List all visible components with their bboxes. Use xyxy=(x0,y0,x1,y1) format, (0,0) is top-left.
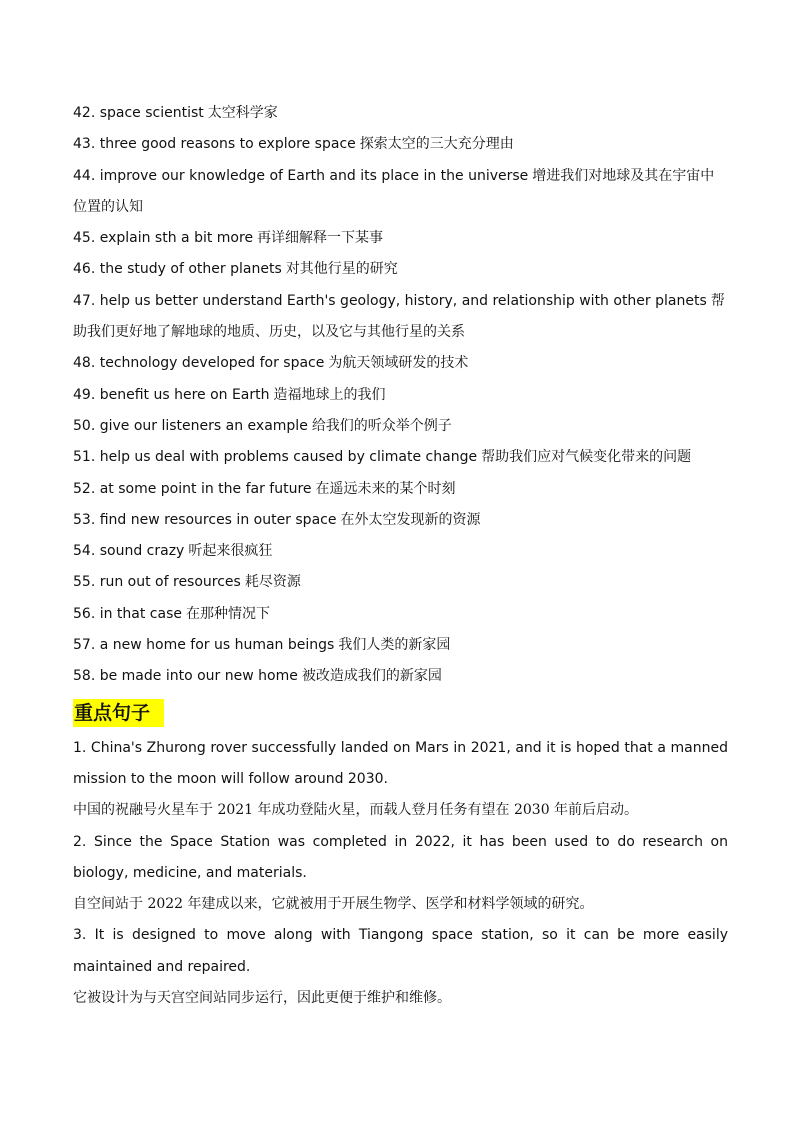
phrase-chinese: 被改造成我们的新家园 xyxy=(301,668,442,685)
phrase-item xyxy=(73,661,728,692)
phrase-english: 45. explain sth a bit more xyxy=(73,230,254,247)
phrase-english: 43. three good reasons to explore space xyxy=(73,136,356,153)
sentence-english: 1. China's Zhurong rover successfully landed on Mars in 2021, and it is hoped that a manned mission to the moon will follow around 2030. xyxy=(73,739,728,787)
phrase-item xyxy=(73,348,728,379)
phrase-english: 42. space scientist xyxy=(73,105,204,121)
sentence-chinese: 自空间站于 2022 年建成以来，它就被用于开展生物学、医学和材料学领域的研究。 xyxy=(73,896,594,913)
phrase-chinese: 再详细解释一下某事 xyxy=(257,230,384,247)
phrase-item xyxy=(73,630,728,661)
section-heading-key-sentences: 重点句子 xyxy=(73,699,164,727)
phrase-item xyxy=(73,129,728,160)
phrase-item xyxy=(73,536,728,567)
phrase-chinese: 给我们的听众举个例子 xyxy=(311,417,452,434)
phrase-item xyxy=(73,599,728,630)
phrase-english: 47. help us better understand Earth's geology, history, and relationship with other planets xyxy=(73,292,707,309)
phrase-item xyxy=(73,411,728,442)
sentence-chinese: 中国的祝融号火星车于 2021 年成功登陆火星，而载人登月任务有望在 2030 年前后启动。 xyxy=(73,802,639,819)
sentence-english: 3. It is designed to move along with Tiangong space station, so it can be more easily maintained and repaired. xyxy=(73,927,728,975)
phrase-chinese: 为航天领域研发的技术 xyxy=(328,355,469,372)
phrase-item xyxy=(73,567,728,598)
phrase-english: 58. be made into our new home xyxy=(73,668,298,685)
phrase-chinese: 造福地球上的我们 xyxy=(273,386,386,403)
phrase-item xyxy=(73,254,728,285)
phrase-item xyxy=(73,474,728,505)
phrase-english: 49. benefit us here on Earth xyxy=(73,386,270,403)
phrase-item xyxy=(73,161,728,224)
phrase-english: 51. help us deal with problems caused by climate change xyxy=(73,449,478,466)
phrase-chinese: 在外太空发现新的资源 xyxy=(340,511,481,528)
phrase-chinese: 帮助我们应对气候变化带来的问题 xyxy=(481,449,692,466)
phrase-item xyxy=(73,98,728,129)
phrase-chinese: 我们人类的新家园 xyxy=(338,637,451,654)
phrase-item xyxy=(73,380,728,411)
phrase-list xyxy=(73,98,728,693)
phrase-item xyxy=(73,442,728,473)
phrase-english: 44. improve our knowledge of Earth and its place in the universe xyxy=(73,167,529,184)
phrase-chinese: 在那种情况下 xyxy=(186,605,270,622)
document-page xyxy=(73,98,728,1014)
sentence-list xyxy=(73,733,728,1015)
phrase-chinese: 探索太空的三大充分理由 xyxy=(359,136,514,153)
phrase-chinese: 在遥远未来的某个时刻 xyxy=(315,480,456,497)
phrase-chinese: 增进我们对地球及其在宇宙中位置的认知 xyxy=(73,167,715,215)
phrase-english: 57. a new home for us human beings xyxy=(73,637,335,654)
sentence-chinese: 它被设计为与天宫空间站同步运行，因此更便于维护和维修。 xyxy=(73,990,451,1007)
sentence-english: 2. Since the Space Station was completed in 2022, it has been used to do research on biology, medicine, and materials. xyxy=(73,833,728,881)
phrase-english: 53. find new resources in outer space xyxy=(73,511,337,528)
phrase-chinese: 帮助我们更好地了解地球的地质、历史，以及它与其他行星的关系 xyxy=(73,292,725,341)
phrase-english: 46. the study of other planets xyxy=(73,261,282,278)
phrase-english: 54. sound crazy xyxy=(73,543,185,560)
phrase-english: 52. at some point in the far future xyxy=(73,480,312,497)
phrase-english: 50. give our listeners an example xyxy=(73,417,308,434)
phrase-item xyxy=(73,223,728,254)
phrase-chinese: 太空科学家 xyxy=(207,105,278,121)
phrase-english: 55. run out of resources xyxy=(73,574,241,591)
phrase-english: 56. in that case xyxy=(73,605,182,622)
phrase-chinese: 对其他行星的研究 xyxy=(285,261,398,278)
phrase-chinese: 耗尽资源 xyxy=(244,574,301,591)
phrase-chinese: 听起来很疯狂 xyxy=(188,543,273,560)
phrase-item xyxy=(73,286,728,349)
phrase-english: 48. technology developed for space xyxy=(73,355,325,372)
phrase-item xyxy=(73,505,728,536)
